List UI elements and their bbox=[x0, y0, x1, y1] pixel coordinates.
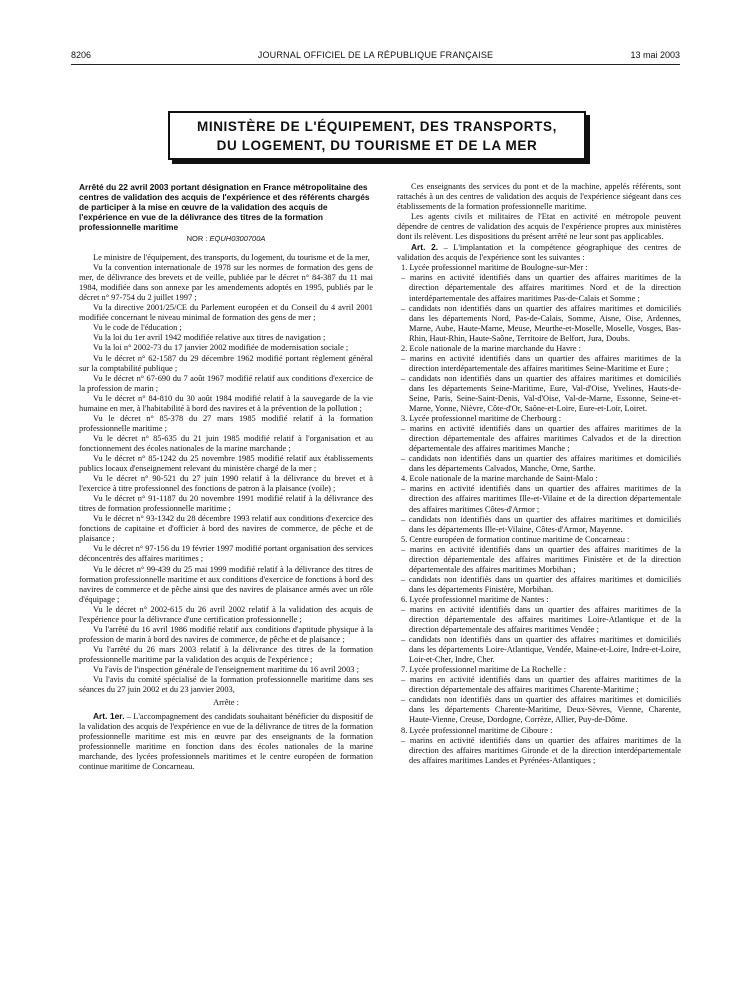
centre-competence-item: – marins en activité identifiés dans un quartier des affaires maritimes de la direction des affaires maritimes Ille-et-Vilaine et de la direction départementale des affaires maritimes Côtes-d'Armor ; bbox=[401, 484, 681, 514]
decree-title: Arrêté du 22 avril 2003 portant désignation en France métropolitaine des centres de validation des acquis de l'expérience et des référents chargés de participer à la mise en œuvre de la validation des acquis de l'expérience en vue de la délivrance des titres de la formation professionnelle maritime bbox=[79, 182, 370, 232]
nor-label: NOR : bbox=[186, 234, 208, 243]
considerant-paragraph: Vu le code de l'éducation ; bbox=[93, 323, 182, 333]
journal-title: JOURNAL OFFICIEL DE LA RÉPUBLIQUE FRANÇAISE bbox=[257, 50, 494, 60]
left-column bbox=[79, 182, 373, 772]
centre-name: 7. Lycée professionnel maritime de La Rochelle : bbox=[401, 665, 567, 675]
arrete-heading: Arrête : bbox=[213, 698, 239, 708]
considerant-paragraph: Le ministre de l'équipement, des transports, du logement, du tourisme et de la mer, bbox=[93, 253, 370, 263]
considerant-paragraph: Vu le décret n° 2002-615 du 26 avril 2002 relatif à la validation des acquis de l'expérience pour la délivrance d'une certification professionnelle ; bbox=[79, 604, 373, 624]
considerant-paragraph: Vu la directive 2001/25/CE du Parlement européen et du Conseil du 4 avril 2001 modifiée concernant le niveau minimal de formation des gens de mer ; bbox=[79, 303, 373, 323]
considerant-paragraph: Vu le décret n° 84-810 du 30 août 1984 modifié relatif à la sauvegarde de la vie humaine en mer, à l'habitabilité à bord des navires et à la prévention de la pollution ; bbox=[79, 393, 373, 413]
centre-competence-item: – marins en activité identifiés dans un quartier des affaires maritimes de la direction des affaires maritimes Gironde et de la direction interdépartementale des affaires maritimes Landes et Pyrénées-Atlantiques ; bbox=[401, 735, 681, 765]
centre-name: 4. Ecole nationale de la marine marchande de Saint-Malo : bbox=[401, 474, 598, 484]
ministry-heading-line-1: MINISTÈRE DE L'ÉQUIPEMENT, DES TRANSPORTS, bbox=[197, 119, 557, 134]
nor-code: EQUH0300700A bbox=[209, 234, 266, 243]
centre-competence-item: – candidats non identifiés dans un quartier des affaires maritimes et domiciliés dans les départements Nord, Pas-de-Calais, Somme, Aisne, Oise, Ardennes, Marne, Aube, Haute-Marne, Meuse, Meurthe-et-Moselle, Moselle, Vosges, Bas-Rhin, Haut-Rhin, Haute-Saône, Territoire de Belfort, Jura, Doubs. bbox=[401, 303, 681, 343]
ministry-heading-box bbox=[168, 111, 586, 160]
article-1 bbox=[79, 711, 373, 772]
centre-competence-item: – marins en activité identifiés dans un quartier des affaires maritimes de la direction départementale des affaires maritimes Finistère et de la direction départementale des affaires maritimes Morbihan ; bbox=[401, 544, 681, 574]
considerant-paragraph: Vu le décret n° 91-1187 du 20 novembre 1991 modifié relatif à la délivrance des titres de formation professionnelle maritime ; bbox=[79, 494, 373, 514]
considerant-paragraph: Vu le décret n° 85-1242 du 25 novembre 1985 modifié relatif aux établissements publics locaux d'enseignement relevant du ministère chargé de la mer ; bbox=[79, 453, 373, 474]
page-header bbox=[71, 50, 680, 65]
considerant-paragraph: Vu l'arrêté du 26 mars 2003 relatif à la délivrance des titres de la formation professionnelle maritime par la validation des acquis de l'expérience ; bbox=[79, 644, 373, 664]
considerant-paragraph: Vu la loi du 1er avril 1942 modifiée relative aux titres de navigation ; bbox=[93, 333, 326, 343]
considerant-paragraph: Vu le décret n° 62-1587 du 29 décembre 1962 modifié portant règlement général sur la comptabilité publique ; bbox=[79, 353, 373, 373]
centre-name: 1. Lycée professionnel maritime de Boulogne-sur-Mer : bbox=[401, 263, 588, 273]
centre-competence-item: – marins en activité identifiés dans un quartier des affaires maritimes de la direction départementale des affaires maritimes Nord et de la direction interdépartementale des affaires maritimes Pas-de-Calais et Somme ; bbox=[401, 273, 681, 303]
considerant-paragraph: Vu le décret n° 90-521 du 27 juin 1990 relatif à la délivrance du brevet et à l'exercice à titre professionnel des fonctions de patron à la plaisance (voile) ; bbox=[79, 474, 373, 494]
centre-competence-item: – marins en activité identifiés dans un quartier des affaires maritimes de la direction départementale des affaires maritimes Charente-Maritime ; bbox=[401, 675, 681, 695]
centre-competence-item: – marins en activité identifiés dans un quartier des affaires maritimes de la direction départementale des affaires maritimes Loire-Atlantique et de la direction départementale des affaires maritimes Vendée ; bbox=[401, 604, 681, 635]
centre-competence-item: – candidats non identifiés dans un quartier des affaires maritimes et domiciliés dans les départements Finistère, Morbihan. bbox=[401, 574, 681, 594]
intro-paragraph: Les agents civils et militaires de l'Etat en activité en métropole peuvent dépendre de centres de validation des acquis de l'expérience propres aux ministères dont ils relèvent. Les dispositions du présent arrêté ne leur sont pas applicables. bbox=[397, 212, 681, 242]
centre-competence-item: – candidats non identifiés dans un quartier des affaires maritimes et domiciliés dans les départements Charente-Maritime, Deux-Sèvres, Vienne, Charente, Haute-Vienne, Creuse, Dordogne, Corrèze, Allier, Puy-de-Dôme. bbox=[401, 695, 681, 725]
considerant-paragraph: Vu le décret n° 67-690 du 7 août 1967 modifié relatif aux conditions d'exercice de la profession de marin ; bbox=[79, 373, 373, 393]
page-number: 8206 bbox=[71, 50, 92, 60]
considerant-paragraph: Vu le décret n° 85-378 du 27 mars 1985 modifié relatif à la formation professionnelle maritime ; bbox=[79, 413, 373, 433]
considerant-paragraph: Vu l'avis de l'inspection générale de l'enseignement maritime du 16 avril 2003 ; bbox=[93, 664, 359, 674]
nor-reference bbox=[79, 234, 373, 244]
centre-competence-item: – candidats non identifiés dans un quartier des affaires maritimes et domiciliés dans les départements Ille-et-Vilaine, Côtes-d'Armor, Mayenne. bbox=[401, 514, 681, 534]
centre-name: 5. Centre européen de formation continue maritime de Concarneau : bbox=[401, 534, 630, 544]
considerant-paragraph: Vu la convention internationale de 1978 sur les normes de formation des gens de mer, de délivrance des brevets et de veille, publiée par le décret n° 84-387 du 11 mai 1984, modifiée dans son annexe par les amendements adoptés en 1995, publiés par le décret n° 97-754 du 2 juillet 1997 ; bbox=[79, 263, 373, 303]
centre-competence-item: – marins en activité identifiés dans un quartier des affaires maritimes de la direction départementale des affaires maritimes Calvados et de la direction départementale des affaires maritimes Manche ; bbox=[401, 424, 681, 454]
centre-competence-item: – marins en activité identifiés dans un quartier des affaires maritimes de la direction interdépartementale des affaires maritimes Seine-Maritime et Eure ; bbox=[401, 353, 681, 373]
centre-name: 3. Lycée professionnel maritime de Cherbourg : bbox=[401, 414, 562, 424]
considerant-paragraph: Vu le décret n° 97-156 du 19 février 1997 modifié portant organisation des services déconcentrés des affaires maritimes ; bbox=[79, 544, 373, 564]
centre-competence-item: – candidats non identifiés dans un quartier des affaires maritimes et domiciliés dans les départements Seine-Maritime, Eure, Val-d'Oise, Yvelines, Hauts-de-Seine, Paris, Seine-Saint-Denis, Val-d'Oise, Val-de-Marne, Essonne, Seine-et-Marne, Yonne, Nièvre, Côte-d'Or, Saône-et-Loire, Eure-et-Loir, Loiret. bbox=[401, 373, 681, 414]
ministry-heading-line-2: DU LOGEMENT, DU TOURISME ET DE LA MER bbox=[216, 138, 538, 153]
validation-centres-list bbox=[397, 263, 681, 765]
article-2 bbox=[397, 242, 681, 263]
considerant-paragraph: Vu le décret n° 99-439 du 25 mai 1999 modifié relatif à la délivrance des titres de formation professionnelle maritime et aux conditions d'exercice de fonctions à bord des navires de commerce et de pêche ainsi que des navires de plaisance armés avec un rôle d'équipage ; bbox=[79, 564, 373, 604]
considerant-paragraph: Vu l'avis du comité spécialisé de la formation professionnelle maritime dans ses séances du 27 juin 2002 et du 23 janvier 2003, bbox=[79, 675, 373, 695]
centre-competence-item: – candidats non identifiés dans un quartier des affaires maritimes et domiciliés dans les départements Loire-Atlantique, Vendée, Maine-et-Loire, Indre-et-Loire, Loir-et-Cher, Indre, Cher. bbox=[401, 635, 681, 665]
issue-date: 13 mai 2003 bbox=[630, 50, 680, 60]
right-column bbox=[397, 182, 681, 766]
intro-paragraph: Ces enseignants des services du pont et de la machine, appelés référents, sont rattachés à un des centres de validation des acquis de l'expérience siégeant dans ces établissements de la formation professionnelle maritime. bbox=[397, 182, 681, 212]
centre-name: 6. Lycée professionnel maritime de Nantes : bbox=[401, 594, 549, 604]
article-1-text: – L'accompagnement des candidats souhaitant bénéficier du dispositif de la validation des acquis de l'expérience en vue de la délivrance de titres de la formation professionnelle maritime est mis en œuvre par des enseignants de la formation professionnelle maritime en fonction dans des écoles nationales de la marine marchande, des lycées professionnels maritimes et le centre européen de formation continue maritime de Concarneau. bbox=[79, 712, 373, 772]
centre-competence-item: – candidats non identifiés dans un quartier des affaires maritimes et domiciliés dans les départements Calvados, Manche, Orne, Sarthe. bbox=[401, 454, 681, 474]
article-1-label: Art. 1er. bbox=[93, 711, 125, 722]
considerant-paragraph: Vu le décret n° 93-1342 du 28 décembre 1993 relatif aux conditions d'exercice des fonctions de capitaine et d'officier à bord des navires de commerce, de pêche et de plaisance ; bbox=[79, 514, 373, 544]
article-1-continuation bbox=[397, 182, 681, 242]
considerant-paragraph: Vu la loi n° 2002-73 du 17 janvier 2002 modifiée de modernisation sociale ; bbox=[93, 343, 349, 353]
article-2-label: Art. 2. bbox=[411, 242, 439, 253]
centre-name: 2. Ecole nationale de la marine marchande du Havre : bbox=[401, 343, 581, 353]
centre-name: 8. Lycée professionnel maritime de Ciboure : bbox=[401, 725, 553, 735]
considerant-paragraph: Vu le décret n° 85-635 du 21 juin 1985 modifié relatif à l'organisation et au fonctionnement des écoles nationales de la marine marchande ; bbox=[79, 433, 373, 453]
article-2-text: – L'implantation et la compétence géographique des centres de validation des acquis de l'expérience sont les suivantes : bbox=[397, 243, 681, 263]
considerants bbox=[79, 253, 373, 695]
considerant-paragraph: Vu l'arrêté du 16 avril 1986 modifié relatif aux conditions d'aptitude physique à la profession de marin à bord des navires de commerce, de pêche et de plaisance ; bbox=[79, 624, 373, 644]
